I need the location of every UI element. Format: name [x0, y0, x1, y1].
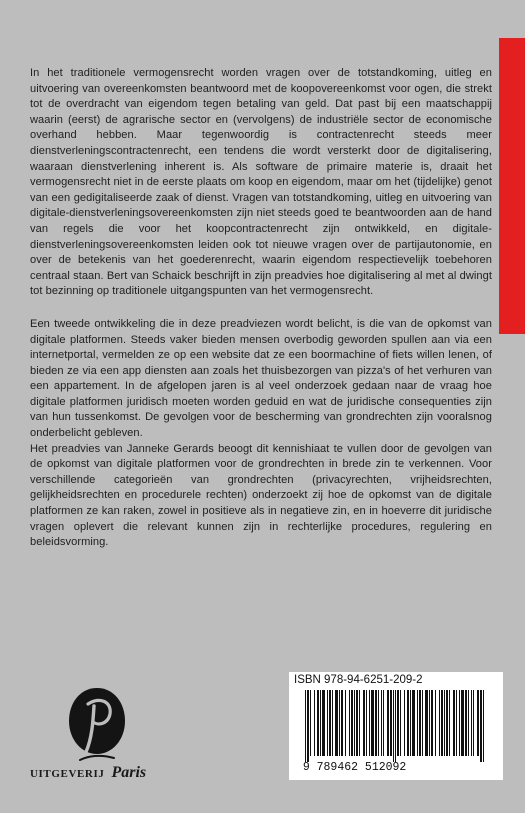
barcode-bar: [473, 690, 474, 756]
barcode-bar: [378, 690, 379, 756]
barcode-digits: [289, 761, 503, 774]
barcode-bar: [407, 690, 409, 756]
barcode-bar: [425, 690, 428, 756]
barcode-bar: [419, 690, 421, 756]
barcode-bar: [404, 690, 405, 756]
barcode-bar: [459, 690, 460, 756]
barcode-bar: [332, 690, 333, 756]
barcode-bar: [322, 690, 325, 756]
barcode-bar: [435, 690, 436, 756]
barcode-bar: [431, 690, 433, 756]
barcode-bar: [307, 690, 309, 762]
barcode-bar: [483, 690, 484, 762]
isbn-barcode-box: [289, 672, 503, 780]
barcode-bar: [439, 690, 440, 756]
red-accent-strip: [499, 38, 525, 334]
barcode-bar: [441, 690, 443, 756]
barcode-bar: [390, 690, 392, 756]
barcode-bar: [400, 690, 401, 756]
barcode-bar: [383, 690, 384, 756]
barcode-bar: [305, 690, 306, 762]
barcode-bar: [371, 690, 374, 756]
barcode-bar: [327, 690, 328, 756]
barcode-bar: [456, 690, 457, 756]
barcode-bar: [393, 690, 394, 762]
barcode-bar: [310, 690, 311, 756]
barcode-icon: [303, 690, 489, 762]
paragraph-2: Een tweede ontwikkeling die in deze preadviezen wordt belicht, is die van de opkomst van digitale platformen. Steeds vaker bieden mensen overbodig geworden spullen aan via een internetportal, vermelden ze op een website dat ze een boormachine of fiets willen lenen, of bieden ze via een app diensten aan zoals het thuisbezorgen van pizza's of het verhuren van een appartement. In de afgelopen jaren is al veel onderzoek gedaan naar de vraag hoe digitale platformen juridisch moeten worden geduid en wat de juridische consequenties zijn van hun tussenkomst. De gevolgen voor de bescherming van grondrechten zijn vooralsnog onderbelicht gebleven.: [30, 317, 492, 440]
paragraph-1: In het traditionele vermogensrecht worden vragen over de totstandkoming, uitleg en uitvoering van overeenkomsten beantwoord met de koopovereenkomst voor ogen, die strekt tot de overdracht van eigendom tegen betaling van geld. Dat past bij een maatschappij waarin (eerst) de agrarische sector en (vervolgens) de industriële sector de economische overhand hebben. Maar tegenwoordig is contractenrecht steeds meer dienstverleningscontractenrecht, een tendens die wordt versterkt door de digitalisering, waaraan dienstverlening inherent is. Als software de primaire materie is, draait het vermogensrecht niet in de eerste plaats om koop en eigendom, maar om het (tijdelijke) genot van een gedigitaliseerde zaak of dienst. Vragen van totstandkoming, uitleg en uitvoering van digitale-dienstverleningsovereenkomsten zijn niet steeds goed te beantwoorden aan de hand van regels die voor het koopcontractenrecht zijn ontwikkeld, en digitale-dienstverleningsovereenkomsten leiden ook tot nieuwe vragen over de partijautonomie, en over de betekenis van het goederenrecht, waarin eigendom respectievelijk toebehoren centraal staan. Bert van Schaick beschrijft in zijn preadvies hoe digitalisering al met al dwingt tot bezinning op traditionele uitgangspunten van het vermogensrecht.: [30, 67, 492, 298]
barcode-bar: [356, 690, 358, 756]
barcode-bar: [461, 690, 464, 756]
barcode-bar: [465, 690, 467, 756]
back-cover-text: [30, 66, 492, 551]
barcode-bar: [429, 690, 430, 756]
barcode-bar: [329, 690, 331, 756]
barcode-bar: [477, 690, 479, 756]
barcode-bar: [387, 690, 389, 756]
barcode-bar: [366, 690, 367, 756]
barcode-bar: [359, 690, 360, 756]
barcode-bar: [471, 690, 472, 756]
barcode-bar: [351, 690, 353, 756]
barcode-bar: [354, 690, 355, 756]
barcode-bar: [417, 690, 418, 756]
barcode-bar: [453, 690, 455, 756]
barcode-bar: [349, 690, 350, 756]
barcode-bar: [314, 690, 315, 756]
barcode-bar: [341, 690, 343, 756]
barcode-bar: [339, 690, 340, 756]
barcode-bar: [345, 690, 346, 756]
barcode-bar: [410, 690, 411, 756]
isbn-label: ISBN 978-94-6251-209-2: [294, 674, 423, 686]
publisher-line-2: Paris: [111, 764, 147, 781]
publisher-line-1: UITGEVERIJ: [30, 768, 105, 780]
barcode-bar: [449, 690, 450, 756]
barcode-bar: [320, 690, 321, 756]
paragraph-3: Het preadvies van Janneke Gerards beoogt dit kennishiaat te vullen door de gevolgen van de opkomst van digitale platformen voor de grondrechten in brede zin te verkennen. Voor verschillende categorieën van grondrechten (privacyrechten, vrijheidsrechten, gelijkheidsrechten en procedurele rechten) onderzoekt zij hoe de opkomst van de digitale platformen ze kan raken, zowel in positieve als in negatieve zin, en in hoeverre dit juridische vragen oplevert die relevant kunnen zijn in rechterlijke procedures, regulering en beleidsvorming.: [30, 442, 492, 549]
barcode-bar: [395, 690, 396, 762]
quill-p-logo-icon: [66, 686, 128, 762]
barcode-bar: [480, 690, 482, 762]
barcode-bar: [317, 690, 319, 756]
barcode-bar: [369, 690, 370, 756]
barcode-bar: [375, 690, 377, 756]
barcode-bar: [363, 690, 365, 756]
publisher-name: [30, 764, 170, 782]
barcode-bar: [468, 690, 469, 756]
barcode-bar: [335, 690, 338, 756]
barcode-bar: [446, 690, 448, 756]
barcode-bar: [412, 690, 415, 756]
barcode-bar: [381, 690, 382, 756]
publisher-logo: [30, 686, 170, 786]
barcode-bar: [422, 690, 423, 756]
barcode-bar: [444, 690, 445, 756]
barcode-number: 9 789462 512092: [302, 761, 407, 774]
barcode-bar: [397, 690, 399, 756]
